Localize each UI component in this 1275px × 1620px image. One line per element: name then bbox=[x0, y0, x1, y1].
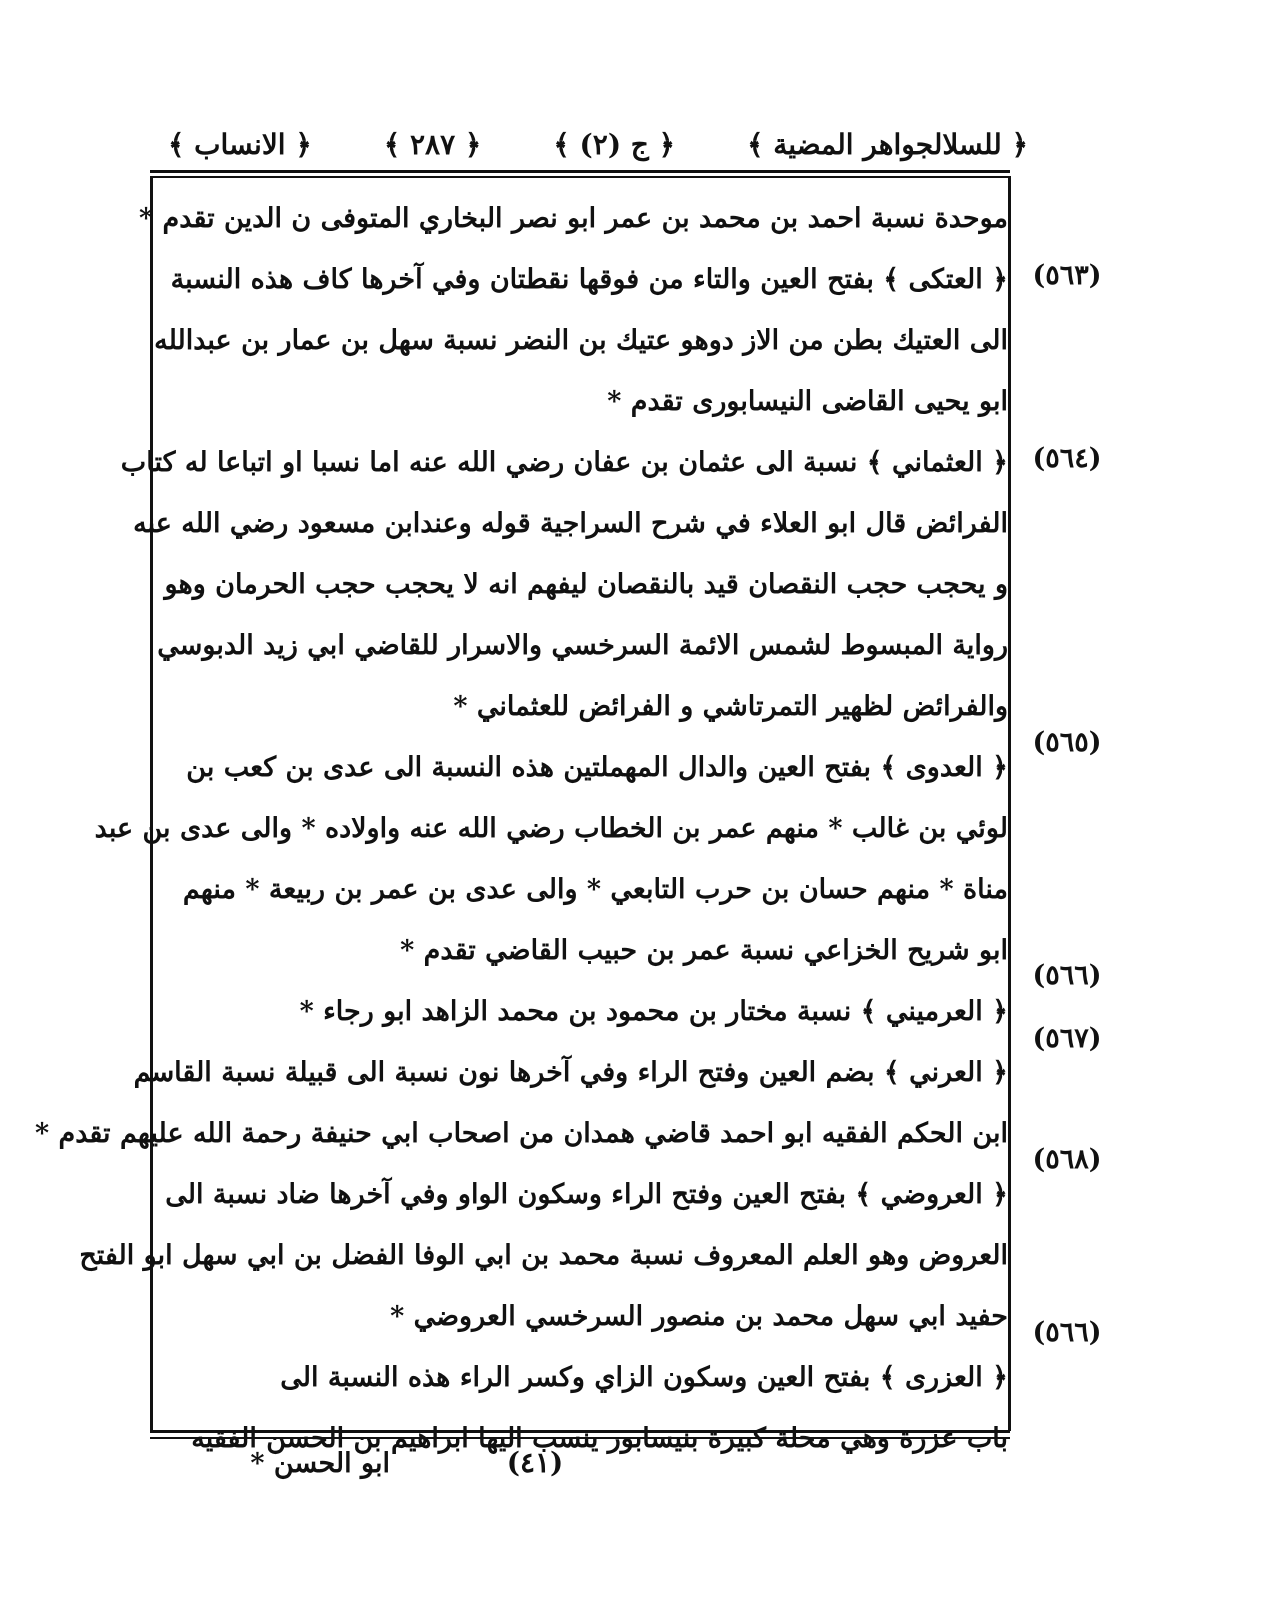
text-line: الى العتيك بطن من الاز دوهو عتيك بن النضر نسبة سهل بن عمار بن عبدالله bbox=[154, 325, 1008, 356]
text-line: ابن الحكم الفقيه ابو احمد قاضي همدان من اصحاب ابي حنيفة رحمة الله عليهم تقدم * bbox=[34, 1118, 1008, 1149]
entry-number: (٥٦٤) bbox=[1032, 443, 1102, 474]
text-line: ابو شريح الخزاعي نسبة عمر بن حبيب القاضي تقدم * bbox=[400, 935, 1008, 966]
header-rule-top bbox=[150, 170, 1010, 173]
entry-number: (٥٦٦) bbox=[1032, 1317, 1102, 1348]
text-line: و يحجب حجب النقصان قيد بالنقصان ليفهم انه لا يحجب حجب الحرمان وهو bbox=[164, 569, 1008, 600]
text-line: ﴿ العزرى ﴾ بفتح العين وسكون الزاي وكسر الراء هذه النسبة الى bbox=[280, 1362, 1008, 1393]
text-line: مناة * منهم حسان بن حرب التابعي * والى عدى بن عمر بن ربيعة * منهم bbox=[182, 874, 1008, 905]
text-line: ﴿ العتكى ﴾ بفتح العين والتاء من فوقها نقطتان وفي آخرها كاف هذه النسبة bbox=[170, 264, 1008, 295]
text-line: حفيد ابي سهل محمد بن منصور السرخسي العروضي * bbox=[390, 1301, 1008, 1332]
header-volume: ﴿ ج (٢) ﴾ bbox=[553, 127, 676, 161]
header-section: ﴿ الانساب ﴾ bbox=[168, 127, 312, 161]
text-line: العروض وهو العلم المعروف نسبة محمد بن ابي الوفا الفضل بن ابي سهل ابو الفتح bbox=[79, 1240, 1008, 1271]
body-text bbox=[34, 188, 1008, 1469]
header-rule-bottom bbox=[150, 176, 1010, 178]
entry-number: (٥٦٦) bbox=[1032, 960, 1102, 991]
header-book-title: ﴿ للسلالجواهر المضية ﴾ bbox=[747, 127, 1028, 161]
running-header bbox=[168, 122, 1028, 166]
entry-number: (٥٦٧) bbox=[1032, 1023, 1102, 1054]
text-line: ﴿ العروضي ﴾ بفتح العين وفتح الراء وسكون الواو وفي آخرها ضاد نسبة الى bbox=[165, 1179, 1008, 1210]
text-line: باب عزرة وهي محلة كبيرة بنيسابور ينسب اليها ابراهيم بن الحسن الفقيه bbox=[191, 1423, 1008, 1454]
text-line: رواية المبسوط لشمس الائمة السرخسي والاسرار للقاضي ابي زيد الدبوسي bbox=[157, 630, 1008, 661]
entry-number: (٥٦٥) bbox=[1032, 727, 1102, 758]
text-line: الفرائض قال ابو العلاء في شرح السراجية قوله وعندابن مسعود رضي الله عنه bbox=[133, 508, 1008, 539]
text-line: موحدة نسبة احمد بن محمد بن عمر ابو نصر البخاري المتوفى ن الدين تقدم * bbox=[139, 203, 1008, 234]
text-line: ﴿ العثماني ﴾ نسبة الى عثمان بن عفان رضي الله عنه اما نسبا او اتباعا له كتاب bbox=[120, 447, 1008, 478]
footer-page-number: (٤١) bbox=[506, 1446, 564, 1479]
footer-catchword: ابو الحسن * bbox=[250, 1448, 390, 1479]
header-page-number: ﴿ ٢٨٧ ﴾ bbox=[383, 127, 482, 161]
text-line: ﴿ العرني ﴾ بضم العين وفتح الراء وفي آخرها نون نسبة الى قبيلة نسبة القاسم bbox=[133, 1057, 1008, 1088]
right-frame-rule bbox=[1008, 176, 1011, 1431]
text-line: ﴿ العرميني ﴾ نسبة مختار بن محمود بن محمد الزاهد ابو رجاء * bbox=[299, 996, 1008, 1027]
text-line: لوئي بن غالب * منهم عمر بن الخطاب رضي الله عنه واولاده * والى عدى بن عبد bbox=[94, 813, 1008, 844]
text-line: ابو يحيى القاضى النيسابورى تقدم * bbox=[607, 386, 1008, 417]
text-line: والفرائض لظهير التمرتاشي و الفرائض للعثماني * bbox=[453, 691, 1008, 722]
entry-number: (٥٦٨) bbox=[1032, 1144, 1102, 1175]
entry-number: (٥٦٣) bbox=[1032, 260, 1102, 291]
text-line: ﴿ العدوى ﴾ بفتح العين والدال المهملتين هذه النسبة الى عدى بن كعب بن bbox=[186, 752, 1008, 783]
